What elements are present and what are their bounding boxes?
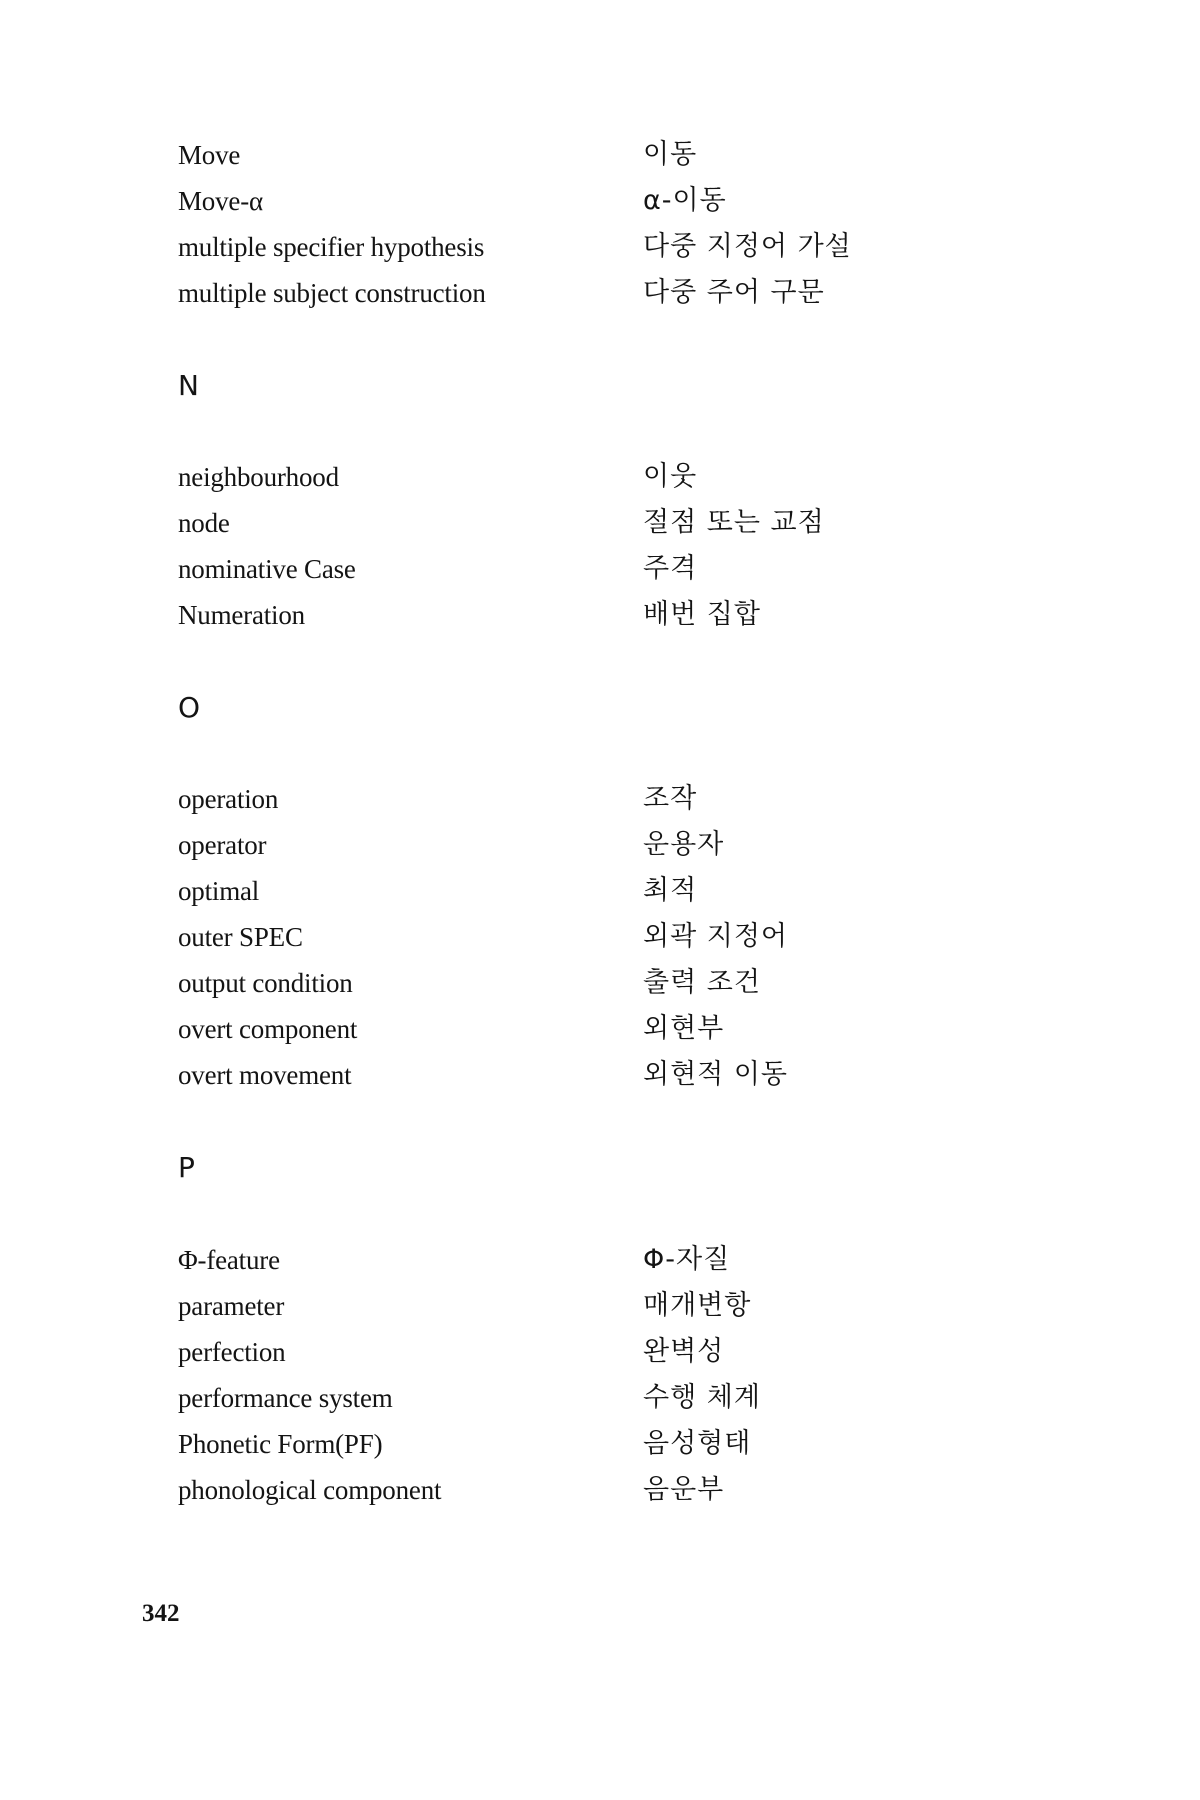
page-number: 342 [142,1600,180,1627]
glossary-entry [0,457,1200,503]
entry-term: overt component [178,1014,358,1044]
entry-translation: 외현부 [643,1013,725,1044]
entry-translation: 절점 또는 교점 [643,507,825,538]
entry-translation: 배번 집합 [643,599,761,630]
entry-translation: Φ-자질 [643,1244,731,1275]
glossary-entry [0,1470,1200,1516]
entry-translation: 최적 [643,875,698,906]
entry-translation: 외현적 이동 [643,1059,788,1090]
entry-translation: 외곽 지정어 [643,921,788,952]
entry-translation: 출력 조건 [643,967,761,998]
glossary-entry [0,503,1200,549]
entry-term: Move [178,140,241,170]
entry-translation: 음성형태 [643,1428,752,1459]
entry-term: multiple specifier hypothesis [178,232,485,262]
entry-term: operation [178,784,279,814]
glossary-entry [0,227,1200,273]
entry-translation: 다중 주어 구문 [643,277,825,308]
entry-term: Move-α [178,186,263,216]
glossary-entry [0,963,1200,1009]
entry-translation: α-이동 [643,185,727,216]
entry-term: perfection [178,1337,286,1367]
entry-term: nominative Case [178,554,356,584]
entry-translation: 이동 [643,139,698,170]
glossary-entry [0,1286,1200,1332]
glossary-entry [0,181,1200,227]
entry-term: output condition [178,968,353,998]
entry-term: optimal [178,876,260,906]
section-letter-n: N [178,369,199,402]
entry-translation: 운용자 [643,829,725,860]
glossary-entry [0,779,1200,825]
glossary-entry [0,273,1200,319]
glossary-entry [0,825,1200,871]
entry-translation: 수행 체계 [643,1382,761,1413]
entry-translation: 이웃 [643,461,698,492]
entry-term: phonological component [178,1475,442,1505]
entry-translation: 다중 지정어 가설 [643,231,852,262]
entry-translation: 주격 [643,553,698,584]
glossary-entry [0,871,1200,917]
glossary-entry [0,917,1200,963]
glossary-entry [0,1378,1200,1424]
entry-term: neighbourhood [178,462,339,492]
entry-term: multiple subject construction [178,278,486,308]
entry-term: node [178,508,230,538]
entry-term: Numeration [178,600,305,630]
glossary-entry [0,1424,1200,1470]
entry-term: performance system [178,1383,393,1413]
entry-term: outer SPEC [178,922,303,952]
glossary-entry [0,1240,1200,1286]
glossary-entry [0,1009,1200,1055]
entry-translation: 완벽성 [643,1336,725,1367]
entry-translation: 매개변항 [643,1290,752,1321]
entry-term: overt movement [178,1060,352,1090]
glossary-entry [0,595,1200,641]
glossary-entry [0,135,1200,181]
glossary-entry [0,549,1200,595]
section-letter-p: P [178,1151,195,1184]
entry-term: parameter [178,1291,285,1321]
entry-term: Phonetic Form(PF) [178,1429,383,1459]
entry-translation: 조작 [643,783,698,814]
section-letter-o: O [178,691,201,724]
entry-translation: 음운부 [643,1474,725,1505]
entry-term: operator [178,830,267,860]
entry-term: Φ-feature [178,1245,280,1275]
glossary-entry [0,1055,1200,1101]
glossary-entry [0,1332,1200,1378]
